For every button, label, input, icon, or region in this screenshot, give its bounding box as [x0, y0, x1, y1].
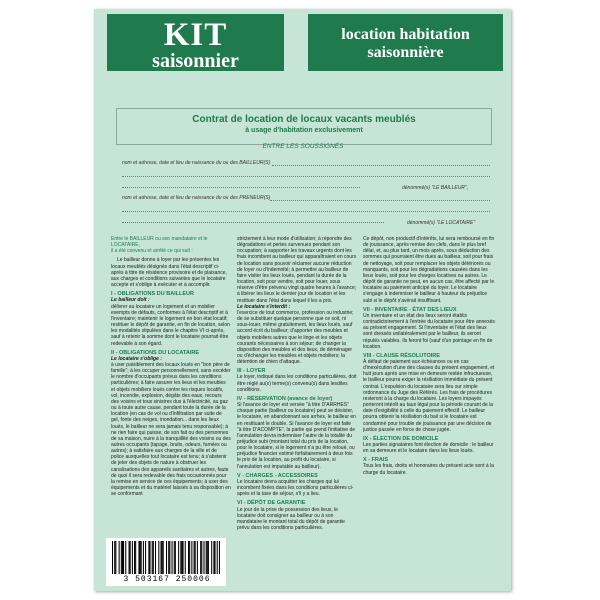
barcode-bar	[129, 541, 130, 574]
barcode-bar	[214, 541, 215, 574]
intro-text: Entre le BAILLEUR ou son mandataire et le LOCATAIRE,	[111, 236, 208, 249]
section-4-text: Si l'avance de loyer est versée "à titre D'ARRHES" chaque partie (bailleur ou locataire) peut se désister, le locataire, en abandonnant ses arrhes, le bailleur en en restituant le double. Si l'avance de loyer est faite "à titre D'ACOMPTE", la partie qui prend l'initiative de l'annulation devra indemniser l'autre de la totalité du préjudice subi (montant total du prix de la location, pour le locataire, si le logement n'a pu être reloué, ou préjudice financier estimé forfaitairement à deux fois le prix de la location, au profit du locataire, si l'annulation est imputable au bailleur).	[237, 402, 356, 470]
barcode-bar	[180, 541, 181, 574]
section-1-subheading: Le bailleur doit :	[111, 297, 150, 304]
barcode-bar	[201, 541, 202, 574]
barcode-bar	[217, 541, 218, 574]
preneur-denomination: dénommé(s) "LE LOCATAIRE"	[407, 220, 476, 226]
barcode-bar	[206, 541, 207, 574]
barcode-bar	[140, 541, 141, 574]
barcode-bar	[152, 541, 153, 574]
barcode-bar	[163, 541, 164, 574]
contract-subtitle: à usage d'habitation exclusivement	[245, 127, 363, 134]
bailleur-line-2[interactable]	[122, 176, 490, 177]
interdictions-text: l'exercice de tout commerce, profession ou industrie; de se substituer quelque personne que ce soit, ni sous-louer, même gratuitement, les lieux loués, sauf accord écrit du bailleur; d'apporter des meubles et objets mobiliers autres que le linge et les objets courants nécessaires à son séjour; de changer la disposition des meubles et des lieux, de déménager ou d'échanger les meubles et objets mobiliers; la détention de chien d'attaque.	[237, 309, 354, 366]
barcode-bar	[162, 541, 163, 574]
preneur-field-label: nom et adresse, date et lieu de naissance du ou des PRENEUR(S)	[122, 195, 271, 201]
location-title-line2: saisonnière	[367, 44, 444, 61]
section-5-text: Le locataire devra acquitter les charges qui lui incombent fixées dans les conditions particulières ci-après et la taxe de séjour, s'il y a lieu.	[237, 478, 354, 498]
barcode-bar	[203, 541, 204, 574]
column-3-continuation: Ce dépôt, non productif d'intérêts, lui sera remboursé en fin de jouissance, après remise des clefs, dans le plus bref délai, et, au plus tard, un mois après, sous déduction des sommes qui pourraient être dues au bailleur, soit pour frais de nettoyage, soit pour remplacer les objets détériorés ou manquants, soit pour les dégradations causées dans les lieux loués, soit pour les charges locatives ou autres. Le dépôt de garantie ne peut, en aucun cas, être affecté par le locataire au paiement anticipé du loyer. Le locataire s'engage à indemniser le bailleur à hauteur du préjudice subi si le dépôt s'avérait insuffisant.	[363, 236, 495, 304]
intro-text-2: il a été convenu et arrêté ce qui suit :	[111, 248, 193, 255]
column-2-continuation: strictement à leur mode d'utilisation; à répondre des dégradations et pertes survenues pendant son occupation; à supporter les travaux urgents dont les frais incombent au bailleur qui apparaîtraient en cours de location sans pouvoir réclamer aucune réduction de loyer ou d'indemnité; à permettre au bailleur de faire visiter les lieux loués, pendant la durée de la location, soit pour vendre, soit pour louer, sous réserve d'être prévenu vingt quatre heures à l'avance; à libérer les lieux le dernier jour de location et les restituer dans l'état dans lequel il les a pris.	[237, 236, 357, 304]
barcode-bar	[112, 541, 113, 574]
barcode-bar	[145, 541, 146, 574]
barcode-bar	[169, 541, 170, 574]
section-heading-4: IV - RÉSERVATION (avance de loyer)	[237, 395, 333, 402]
location-title-line1: location habitation	[341, 26, 470, 43]
section-6-text: Le jour de la prise de possession des lieux, le locataire doit consigner au bailleur ou à son mandataire le montant total du dépôt de garantie prévu dans les conditions particulières.	[237, 506, 345, 532]
barcode-bar	[191, 541, 192, 574]
barcode-bar	[168, 541, 169, 574]
barcode-bar	[125, 541, 126, 574]
barcode-bar	[121, 541, 122, 574]
section-heading-10: X - FRAIS	[363, 457, 389, 464]
barcode-bar	[134, 541, 135, 574]
barcode-bar	[195, 541, 196, 574]
barcode-bar	[178, 541, 179, 574]
barcode-bar	[114, 541, 115, 574]
terms-column-1	[111, 236, 231, 576]
terms-column-3	[363, 236, 495, 581]
barcode-bar	[143, 541, 144, 574]
preneur-line-3[interactable]	[122, 222, 384, 223]
section-1-text: délivrer au locataire un logement et un mobilier exempts de défauts, conformes à l'état descriptif et à l'inventaire; maintenir le logement en bon état locatif; restituer le dépôt de garantie, en fin de location, selon les modalités stipulées dans le chapitre VI ci-après, sauf à retenir la somme dont le locataire pourrait être redevable à son égard.	[111, 303, 230, 347]
barcode-bar	[208, 541, 209, 574]
barcode-digits: 3 503167 250006	[123, 575, 211, 584]
barcode-bar	[166, 541, 167, 574]
barcode-bar	[181, 541, 182, 574]
section-heading-9: IX - ÉLECTION DE DOMICILE	[363, 435, 439, 442]
barcode-bar	[189, 541, 190, 574]
section-10-text: Tous les frais, droits et honoraires du présent acte sont à la charge du locataire.	[363, 463, 494, 476]
barcode-bar	[135, 541, 136, 574]
barcode-bar	[123, 541, 124, 574]
section-heading-2: II - OBLIGATIONS DU LOCATAIRE	[111, 349, 199, 356]
barcode-bar	[115, 541, 116, 574]
barcode-bar	[183, 541, 184, 574]
barcode-bar	[148, 541, 149, 574]
barcode-bar	[122, 541, 123, 574]
section-heading-6: VI - DÉPÔT DE GARANTIE	[237, 500, 306, 507]
barcode-bar	[175, 541, 176, 574]
barcode-bar	[174, 541, 175, 574]
section-heading-8: VIII - CLAUSE RÉSOLUTOIRE	[363, 352, 440, 359]
soussignes-heading: ENTRE LES SOUSSIGNÉS	[262, 143, 344, 150]
terms-column-2	[237, 236, 357, 581]
barcode-bar	[219, 541, 220, 574]
bailleur-denomination: dénommé(s) "LE BAILLEUR",	[402, 185, 469, 191]
interdictions-subheading: Le locataire s'interdit :	[237, 303, 291, 310]
location-title-box	[308, 14, 503, 71]
section-8-text: À défaut de paiement aux échéances ou en cas d'inexécution d'une des clauses du présent engagement, et huit jours après une mise en demeure restée infructueuse, le bailleur pourra exiger la résiliation immédiate du présent contrat. L'expulsion du locataire sera lieu sur simple ordonnance du Juge des Référés. Les frais de procédures resteront à la charge du locataire. Les loyers impayés porteront intérêt au taux légal pour la période courant de la date d'exigibilité à celle du paiement effectif. Le bailleur pourra obtenir la résiliation du bail si le locataire est condamné pour trouble de jouissance par une décision de justice passée en force de chose jugée.	[363, 358, 495, 433]
contract-form	[94, 9, 511, 591]
barcode-bar	[188, 541, 189, 574]
barcode	[106, 538, 226, 586]
barcode-bar	[207, 541, 208, 574]
preneur-line-2[interactable]	[122, 211, 490, 212]
barcode-bar	[138, 541, 139, 574]
section-2-subheading: Le locataire s'oblige :	[111, 355, 162, 362]
barcode-bar	[160, 541, 161, 574]
section-3-text: Le loyer, indiqué dans les conditions particulières, doit être réglé au(x) terme(s) convenu(s) dans lesdites conditions.	[237, 374, 357, 393]
barcode-bar	[172, 541, 173, 574]
barcode-bar	[200, 541, 201, 574]
section-2-text: à user paisiblement des locaux loués en "bon père de famille"; à les occuper personnellement, sans excéder le nombre d'occupants prévus dans les conditions particulières; à faire assurer les lieux et les meubles et objets mobiliers loués contre les risques locatifs, vol, incendie, explosion, dégâts des eaux, recours des voisins et tous sinistres dus à l'électricité, au gaz ou à toute autre cause, pendant toute la durée de la location (en cas de vol ou d'infiltration par suite de gel, fonte des neiges, inondation... dans les lieux loués, le bailleur ne sera jamais tenu responsable); à ne rien faire qui puisse, de son fait ou des personnes de sa maison, nuire à la tranquillité des voisins ou des autres occupants (tapage, bruits, odeurs, fumées ou autres); à satisfaire aux charges de la ville et de police auxquelles tout locataire est tenu; à s'abstenir de jeter des objets de nature à obstruer les canalisations des appareils sanitaires et autres, faute de quoi il sera redevable des frais occasionnés pour la remise en service de ces équipements; à user des équipements et du matériel laissés à sa disposition en se conformant	[111, 361, 231, 498]
contract-title-box	[116, 108, 492, 145]
barcode-bar	[213, 541, 214, 574]
kit-title-box	[107, 14, 284, 71]
bailleur-line-1[interactable]	[272, 165, 490, 166]
section-heading-5: V - CHARGES - ACCESSOIRES	[237, 472, 318, 479]
kit-subtitle: saisonnier	[152, 50, 239, 72]
barcode-bar	[130, 541, 131, 574]
section-heading-7: VII - INVENTAIRE - ÉTAT DES LIEUX	[363, 306, 457, 313]
contract-title: Contrat de location de locaux vacants meublés	[192, 114, 416, 125]
barcode-bar	[132, 541, 133, 574]
barcode-bar	[185, 541, 186, 574]
section-9-text: Les parties signataires font élection de domicile : le bailleur en sa demeure et le locataire dans les lieux loués.	[363, 442, 494, 455]
bailleur-field-label: nom et adresse, date et lieu de naissance du ou des BAILLEUR(S)	[122, 160, 271, 166]
kit-title: KIT	[163, 17, 228, 53]
intro-paragraph: Le bailleur donne à loyer par les présentes les locaux meublés désignés dans l'état descriptif ci-après à titre de résidence provisoire et de plaisance, aux charges et conditions suivantes que le locataire accepte et s'oblige à exécuter et à accomplir.	[111, 257, 227, 289]
barcode-bars	[112, 541, 220, 574]
bailleur-line-3[interactable]	[122, 187, 360, 188]
section-heading-3: III - LOYER	[237, 368, 266, 375]
barcode-bar	[211, 541, 212, 574]
barcode-bar	[141, 541, 142, 574]
barcode-bar	[194, 541, 195, 574]
barcode-bar	[149, 541, 150, 574]
section-heading-1: I - OBLIGATIONS DU BAILLEUR	[111, 291, 195, 298]
barcode-bar	[155, 541, 156, 574]
barcode-bar	[158, 541, 159, 574]
section-7-text: Un inventaire et un état des lieux seront établis contradictoirement à l'entrée du locataire pour être annexés au présent engagement. Si l'inventaire et l'état des lieux sont dressés unilatéralement par le bailleur, ils seront réputés valables. Ils feront foi (sauf d'un pointage en fin de location.	[363, 312, 495, 350]
preneur-line-1[interactable]	[270, 200, 490, 201]
barcode-bar	[197, 541, 198, 574]
barcode-bar	[153, 541, 154, 574]
barcode-bar	[119, 541, 120, 574]
